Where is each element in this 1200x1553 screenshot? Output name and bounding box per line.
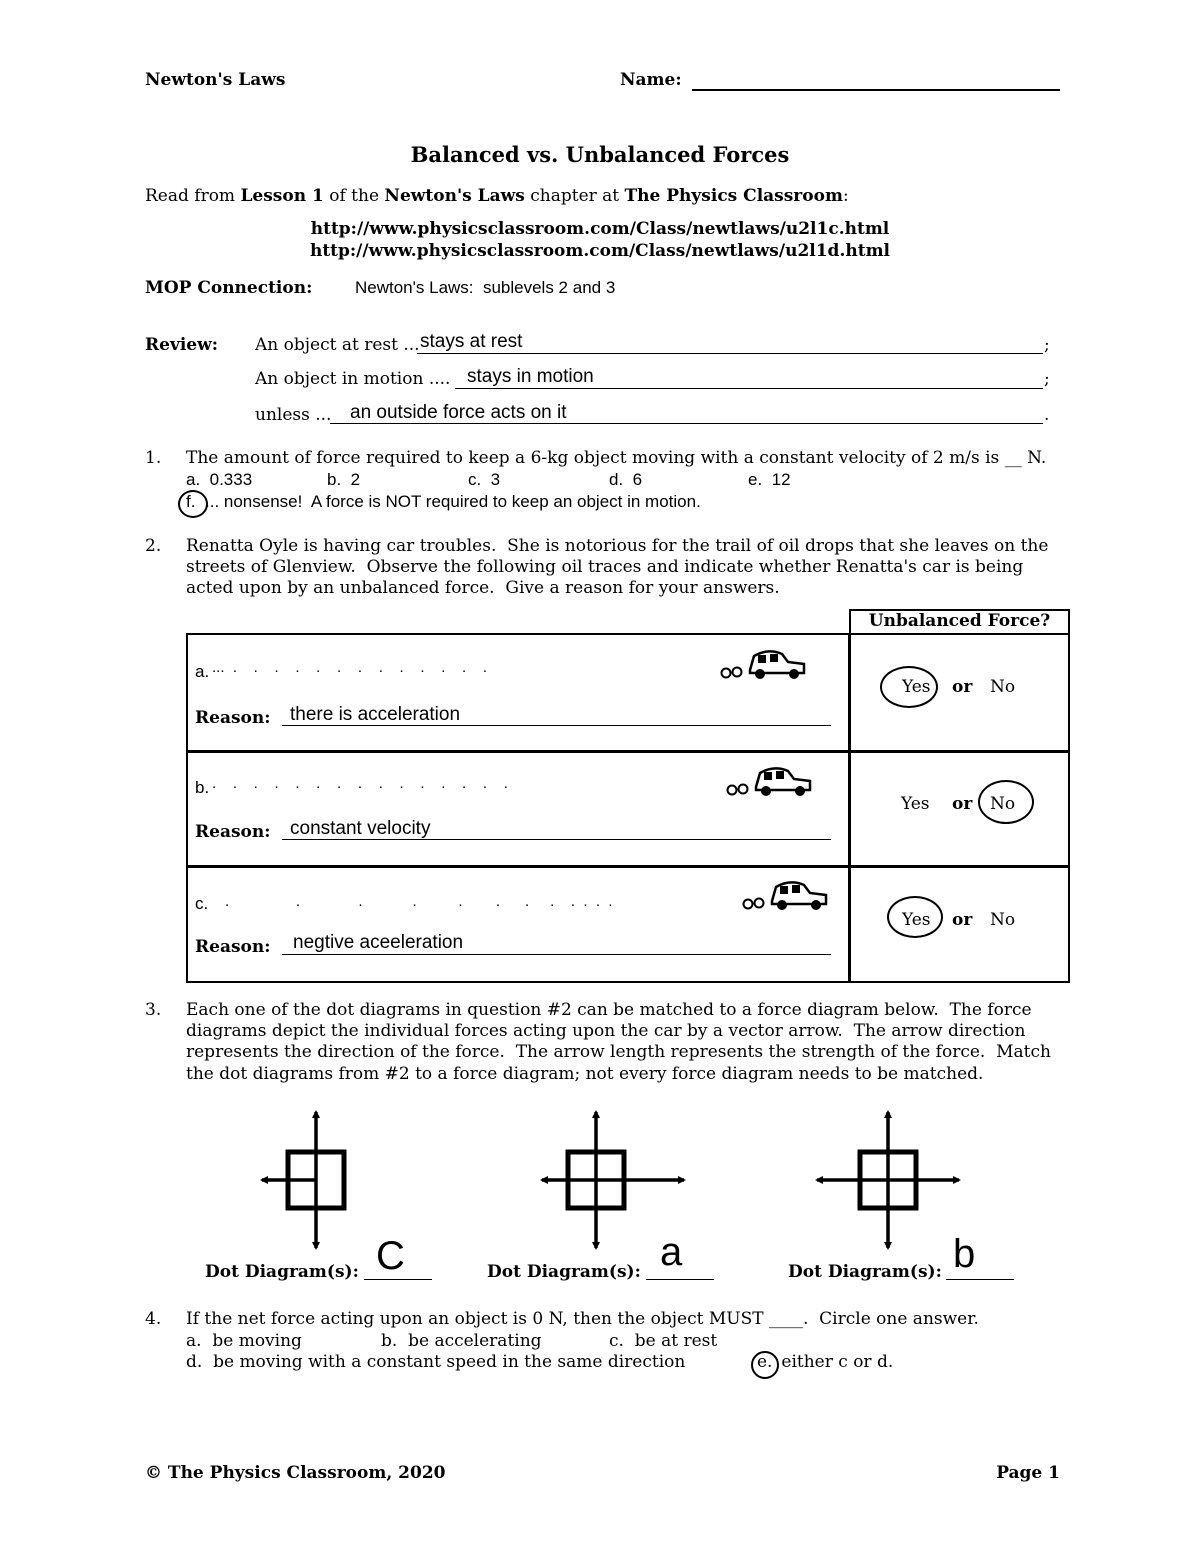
dot-diagram-line-3[interactable] — [946, 1279, 1014, 1280]
row-c-reason[interactable]: negtive aceeleration — [293, 932, 464, 953]
name-field-line[interactable] — [692, 89, 1060, 91]
row-b-car-icon — [724, 763, 814, 799]
q3-number: 3. — [145, 1000, 162, 1020]
review-unless-answer[interactable]: an outside force acts on it — [350, 402, 567, 423]
q2-line-1: Renatta Oyle is having car troubles. She is notorious for the trail of oil drops that she leaves on the — [186, 536, 1049, 556]
row-c-no[interactable]: No — [990, 910, 1016, 930]
table-header: Unbalanced Force? — [868, 611, 1051, 631]
q1-option-f-letter[interactable]: f. — [186, 492, 196, 511]
review-label: Review: — [145, 335, 219, 355]
row-b-label: b. — [195, 778, 210, 797]
row-c-yes[interactable]: Yes — [902, 910, 931, 930]
q4-option-e-letter[interactable]: e. — [757, 1352, 773, 1372]
url-1[interactable]: http://www.physicsclassroom.com/Class/newtlaws/u2l1c.html — [310, 219, 890, 239]
force-diagram-1 — [250, 1100, 390, 1260]
page-title: Balanced vs. Unbalanced Forces — [410, 142, 790, 167]
row-c-label: c. — [195, 894, 209, 913]
q3-line-4: the dot diagrams from #2 to a force diagram; not every force diagram needs to be matched. — [186, 1064, 984, 1084]
dot-diagram-label-1: Dot Diagram(s): — [205, 1262, 359, 1282]
dot-diagram-label-2: Dot Diagram(s): — [487, 1262, 641, 1282]
row-a-oil-dots: ... . . . . . . . . . . . . . — [212, 659, 488, 676]
row-c-answer-circle — [887, 896, 943, 938]
page-number: Page 1 — [996, 1463, 1060, 1483]
review-rest-end: ; — [1044, 335, 1050, 355]
row-c-car-icon — [740, 877, 830, 913]
row-b-oil-dots: . . . . . . . . . . . . . . . — [212, 775, 508, 792]
q3-line-2: diagrams depict the individual forces acting upon the car by a vector arrow. The arrow direction — [186, 1021, 1026, 1041]
row-b-yes[interactable]: Yes — [901, 794, 930, 814]
row-a-yes[interactable]: Yes — [902, 677, 931, 697]
review-motion-answer[interactable]: stays in motion — [467, 366, 594, 387]
q1-text: The amount of force required to keep a 6-kg object moving with a constant velocity of 2 m/s is __ N. — [186, 448, 1047, 468]
q4-option-e-text: either c or d. — [776, 1352, 894, 1372]
dot-diagram-line-1[interactable] — [364, 1279, 432, 1280]
q2-line-3: acted upon by an unbalanced force. Give a reason for your answers. — [186, 578, 780, 598]
row-a-answer-circle — [880, 666, 938, 708]
dot-diagram-answer-3[interactable]: b — [953, 1232, 976, 1276]
dot-diagram-line-2[interactable] — [646, 1279, 714, 1280]
q4-option-b[interactable]: b. be accelerating — [381, 1331, 542, 1351]
q4-number: 4. — [145, 1309, 162, 1329]
review-motion-end: ; — [1044, 369, 1050, 389]
row-c-oil-dots: . . . . . . . . . . . . — [225, 893, 613, 910]
row-a-reason-label: Reason: — [195, 708, 271, 728]
row-a-no[interactable]: No — [990, 677, 1016, 697]
row-b-or: or — [952, 794, 973, 814]
row-a-label: a. — [195, 662, 210, 681]
q4-option-d[interactable]: d. be moving with a constant speed in the same direction — [186, 1352, 686, 1372]
q4-option-a[interactable]: a. be moving — [186, 1331, 302, 1351]
review-motion-line[interactable] — [455, 388, 1043, 389]
table-row-divider-1 — [186, 750, 1070, 753]
row-c-reason-label: Reason: — [195, 937, 271, 957]
q1-option-c[interactable]: c. 3 — [468, 470, 501, 489]
name-label: Name: — [620, 70, 682, 90]
table-column-divider — [848, 633, 851, 983]
q1-option-d[interactable]: d. 6 — [609, 470, 643, 489]
q3-line-3: represents the direction of the force. The arrow length represents the strength of the force. Match — [186, 1042, 1051, 1062]
q1-option-e[interactable]: e. 12 — [748, 470, 791, 489]
mop-value: Newton's Laws: sublevels 2 and 3 — [355, 278, 616, 297]
q1-number: 1. — [145, 448, 162, 468]
row-b-reason-label: Reason: — [195, 822, 271, 842]
review-rest-line[interactable] — [417, 353, 1043, 354]
q2-line-2: streets of Glenview. Observe the following oil traces and indicate whether Renatta's car is being — [186, 557, 1024, 577]
row-b-reason[interactable]: constant velocity — [290, 818, 431, 839]
row-a-car-icon — [718, 646, 808, 682]
dot-diagram-answer-1[interactable]: C — [376, 1234, 405, 1278]
footer-copyright: © The Physics Classroom, 2020 — [145, 1463, 446, 1483]
q4-answer-circle — [751, 1351, 779, 1379]
review-rest-answer[interactable]: stays at rest — [420, 331, 523, 352]
url-2[interactable]: http://www.physicsclassroom.com/Class/newtlaws/u2l1d.html — [309, 241, 891, 261]
q1-answer-circle — [178, 490, 208, 518]
q4-option-c[interactable]: c. be at rest — [609, 1331, 718, 1351]
row-c-or: or — [952, 910, 973, 930]
mop-label: MOP Connection: — [145, 278, 313, 298]
force-diagram-3 — [805, 1100, 975, 1260]
q1-option-a[interactable]: a. 0.333 — [186, 470, 253, 489]
row-a-or: or — [952, 677, 973, 697]
row-b-answer-circle — [978, 780, 1034, 824]
q1-option-b[interactable]: b. 2 — [327, 470, 361, 489]
dot-diagram-label-3: Dot Diagram(s): — [788, 1262, 942, 1282]
row-c-reason-line[interactable] — [282, 954, 831, 955]
q1-option-f-text: ... nonsense! A force is NOT required to keep an object in motion. — [205, 492, 701, 511]
table-row-divider-2 — [186, 865, 1070, 868]
review-unless-end: . — [1044, 405, 1050, 425]
row-a-reason[interactable]: there is acceleration — [290, 704, 461, 725]
review-motion-prompt: An object in motion .... — [255, 369, 451, 389]
row-b-no[interactable]: No — [990, 794, 1016, 814]
q3-line-1: Each one of the dot diagrams in question #2 can be matched to a force diagram below. The force — [186, 1000, 1032, 1020]
q2-number: 2. — [145, 536, 162, 556]
review-unless-prompt: unless ... — [255, 405, 332, 425]
dot-diagram-answer-2[interactable]: a — [660, 1230, 683, 1274]
header-title: Newton's Laws — [145, 70, 286, 90]
q4-text: If the net force acting upon an object is 0 N, then the object MUST ____. Circle one answer. — [186, 1309, 979, 1329]
intro-text: Read from Lesson 1 of the Newton's Laws chapter at The Physics Classroom: — [145, 186, 849, 206]
review-rest-prompt: An object at rest ... — [255, 335, 420, 355]
